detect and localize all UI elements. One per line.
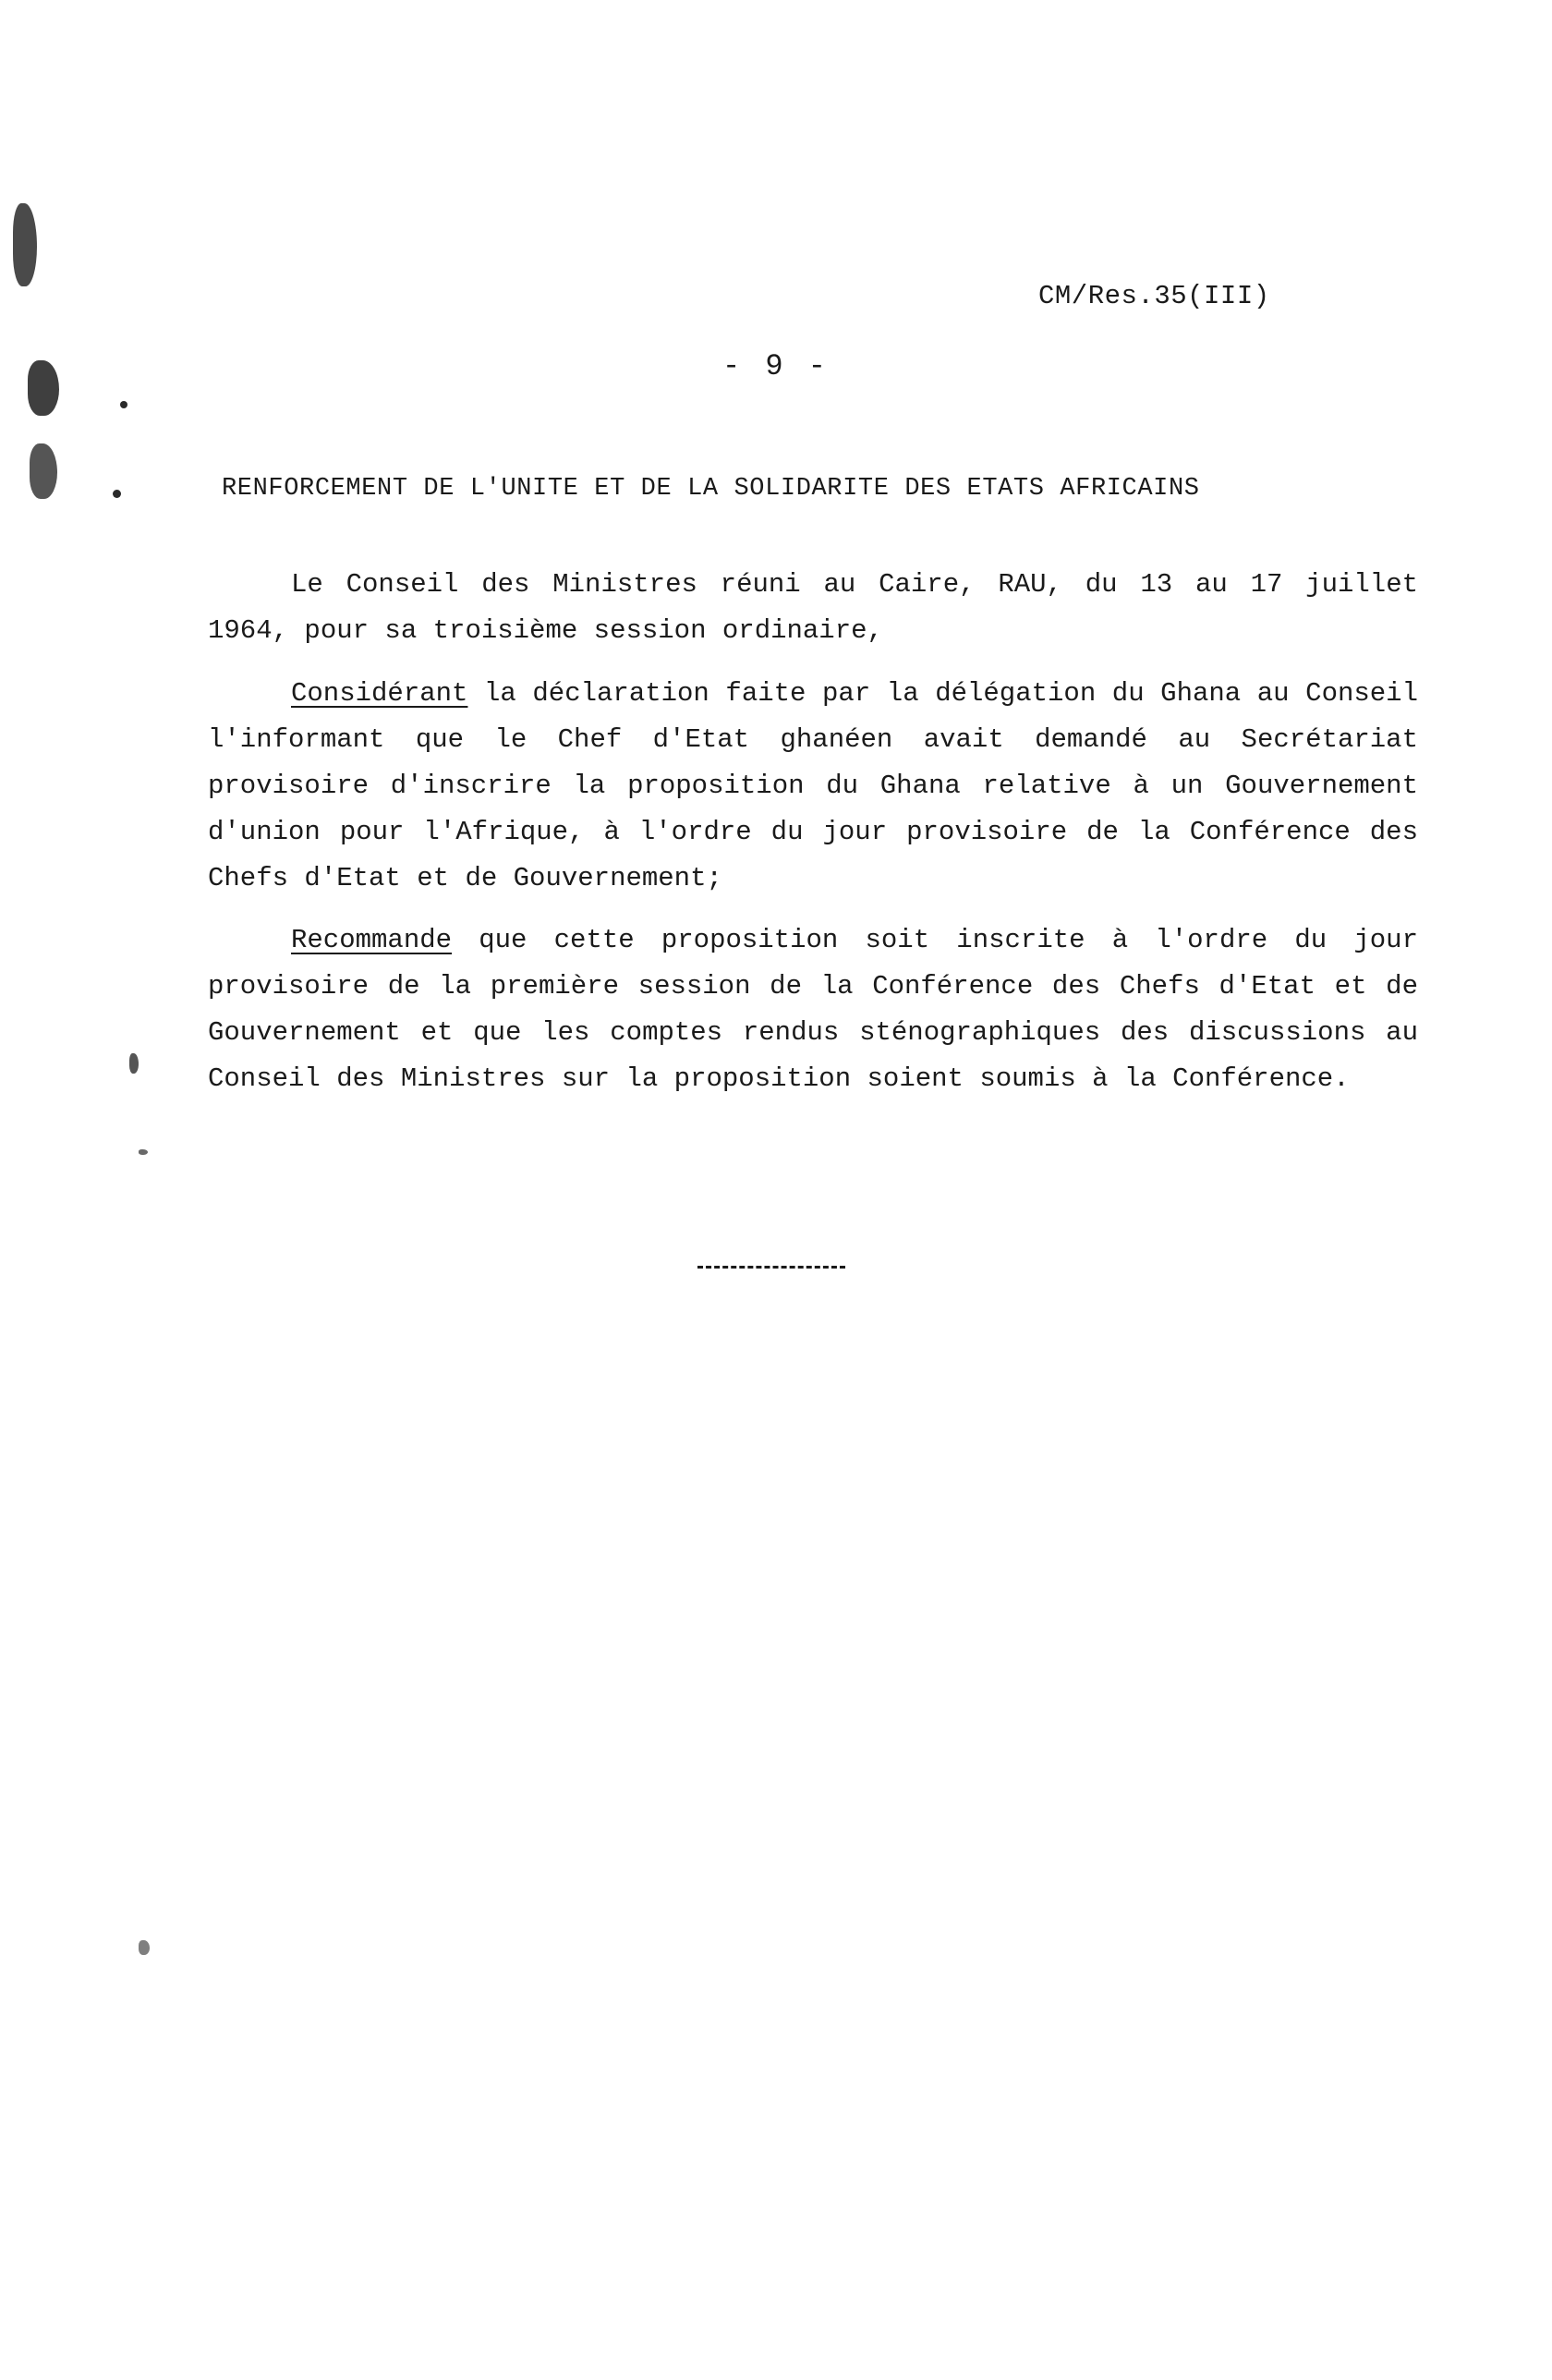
recommends-keyword: Recommande bbox=[291, 925, 453, 955]
considering-text bbox=[208, 671, 1418, 902]
punch-hole-mark bbox=[120, 401, 127, 408]
punch-hole-mark bbox=[113, 490, 121, 498]
document-reference: CM/Res.35(III) bbox=[1038, 281, 1270, 311]
scan-artifact bbox=[139, 1940, 150, 1955]
scan-artifact bbox=[30, 443, 57, 499]
scan-artifact bbox=[139, 1149, 148, 1155]
end-of-document-rule bbox=[697, 1266, 845, 1269]
page-number: - 9 - bbox=[721, 349, 830, 383]
considering-body: la déclaration faite par la délégation du Ghana au Conseil l'informant que le Chef d'Etat ghanéen avait demandé au Secrétariat provisoire d'inscrire la proposition du Ghana relative à un Gouvernement d'union pour l'Afrique, à l'ordre du jour provisoire de la Conférence des Chefs d'Etat et de Gouvernement; bbox=[208, 678, 1418, 893]
preamble-text: Le Conseil des Ministres réuni au Caire, RAU, du 13 au 17 juillet 1964, pour sa troisième session ordinaire, bbox=[208, 569, 1418, 646]
recommends-text bbox=[208, 917, 1418, 1102]
scan-artifact bbox=[129, 1053, 139, 1074]
considering-keyword: Considérant bbox=[291, 678, 468, 709]
preamble-paragraph bbox=[208, 562, 1418, 654]
recommends-body: que cette proposition soit inscrite à l'ordre du jour provisoire de la première session de la Conférence des Chefs d'Etat et de Gouvernement et que les comptes rendus sténographiques des discussions au Conseil des Ministres sur la proposition soient soumis à la Conférence. bbox=[208, 925, 1418, 1094]
considering-paragraph bbox=[208, 671, 1418, 902]
recommends-paragraph bbox=[208, 917, 1418, 1102]
scan-artifact bbox=[13, 203, 37, 286]
resolution-title: RENFORCEMENT DE L'UNITE ET DE LA SOLIDARITE DES ETATS AFRICAINS bbox=[222, 475, 1200, 503]
